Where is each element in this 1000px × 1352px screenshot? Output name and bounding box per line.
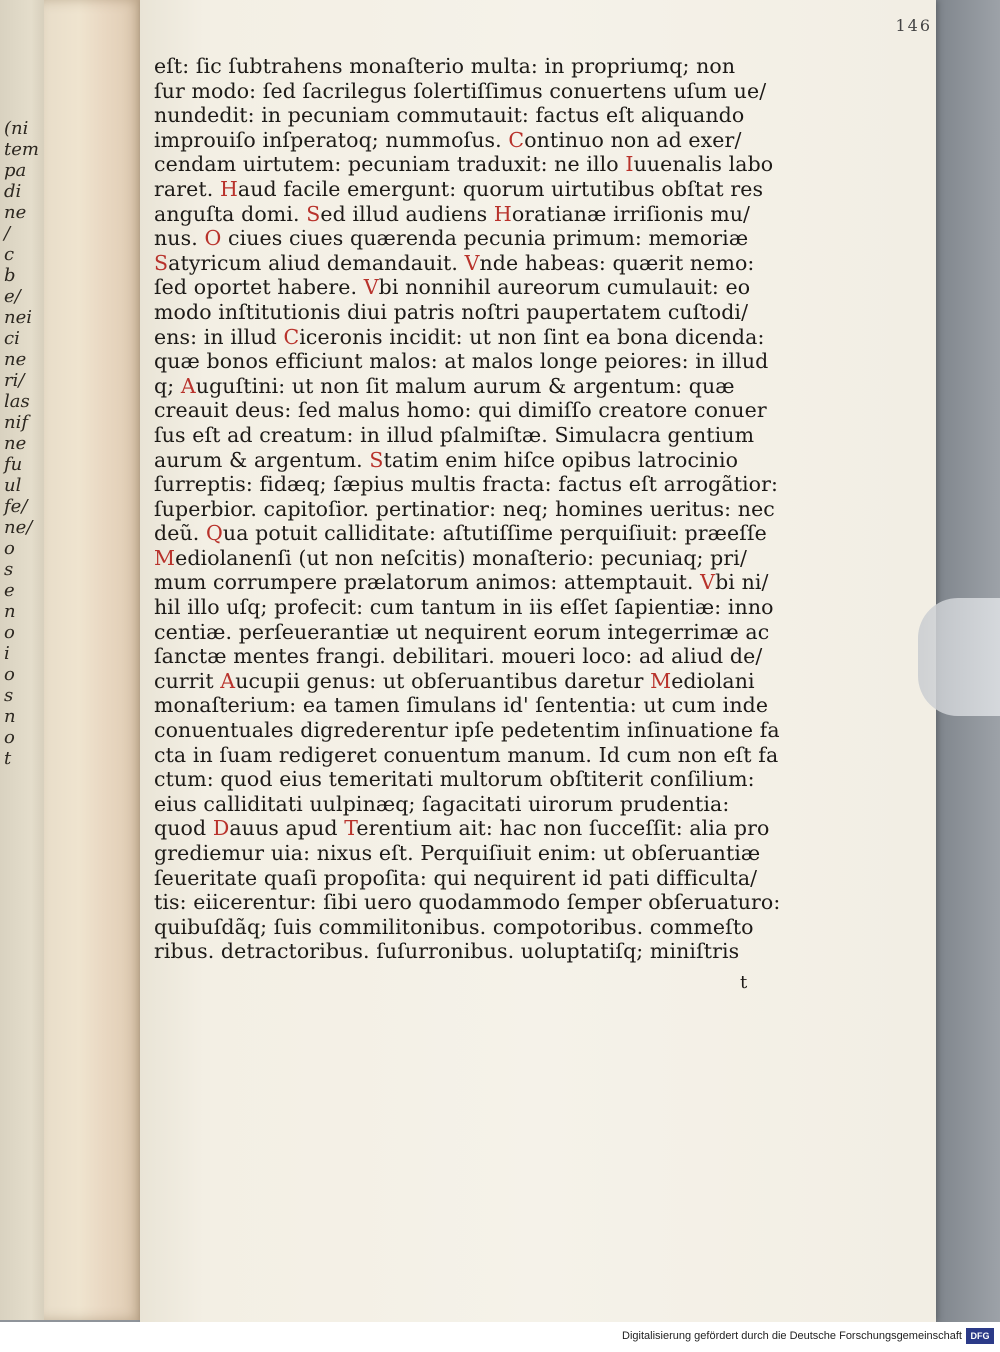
left-page-fragment: tem [4, 139, 39, 160]
text-segment: aurum & argentum. [154, 447, 370, 472]
text-segment: deũ. [154, 521, 206, 546]
text-segment: ſuperbior. capitoſior. pertinatior: neq; homines ueritus: nec [154, 496, 775, 521]
page-number: 146 [895, 16, 932, 35]
text-segment: ediolani [671, 668, 755, 693]
text-segment: ciues ciues quærenda pecunia primum: memoriæ [221, 226, 749, 251]
text-line [154, 718, 802, 743]
text-line [154, 374, 802, 399]
text-line [154, 300, 802, 325]
text-segment: q; [154, 373, 181, 398]
left-page-fragment: n [4, 706, 16, 727]
text-segment: tis: eiicerentur: ſibi uero quodammodo ſemper obſeruaturo: [154, 890, 781, 915]
left-page-fragment: e [4, 580, 15, 601]
text-segment: hil illo uſq; profecit: cum tantum in iis eſſet ſapientiæ: inno [154, 595, 774, 620]
text-segment: ſurreptis: fidæq; ſæpius multis fracta: factus eſt arrogãtior: [154, 472, 779, 497]
text-segment: raret. [154, 176, 220, 201]
text-line [154, 497, 802, 522]
text-segment: eius calliditati uulpinæq; ſagacitati uirorum prudentia: [154, 791, 730, 816]
text-segment: ua potuit calliditate: aſtutiſſime perquiſiuit: præeſſe [222, 521, 767, 546]
text-line [154, 890, 802, 915]
text-segment: improuiſo inſperatoq; nummoſus. [154, 127, 509, 152]
rubricated-initial: M [650, 668, 672, 693]
left-page-fragment: c [4, 244, 15, 265]
text-line [154, 644, 802, 669]
text-line [154, 620, 802, 645]
text-segment: ſanctæ mentes frangi. debilitari. moueri loco: ad aliud de/ [154, 644, 763, 669]
left-page-fragment: / [4, 223, 11, 244]
text-segment: grediemur uia: nixus eſt. Perquiſiuit enim: ut obſeruantiæ [154, 841, 761, 865]
text-line [154, 423, 802, 448]
text-segment: ed illud audiens [320, 201, 494, 226]
left-page-fragment: fu [4, 454, 23, 475]
rubricated-initial: V [700, 570, 716, 595]
text-segment: cta in ſuam redigeret conuentum manum. Id cum non eſt fa [154, 742, 779, 767]
rubricated-initial: C [508, 127, 525, 152]
text-segment: ribus. detractoribus. ſuſurronibus. uoluptatiſq; miniſtris [154, 939, 740, 964]
text-segment: ſus eſt ad creatum: in illud pſalmiſtæ. Simulacra gentium [154, 422, 755, 447]
text-line [154, 226, 802, 251]
text-segment: quod [154, 816, 213, 841]
text-segment: bi ni/ [715, 570, 769, 595]
funding-credit: Digitalisierung gefördert durch die Deutsche Forschungsgemeinschaft [622, 1330, 962, 1342]
text-segment: ontinuo non ad exer/ [524, 127, 742, 152]
text-segment: creauit deus: ſed malus homo: qui dimiſſo creatore conuer [154, 398, 767, 423]
text-segment: cendam uirtutem: pecuniam traduxit: ne illo [154, 152, 626, 177]
text-line [154, 202, 802, 227]
left-page-fragment: ne/ [4, 517, 33, 538]
text-line [154, 841, 802, 866]
left-page-fragment: di [4, 181, 22, 202]
text-segment: uuenalis labo [633, 152, 774, 177]
text-line [154, 152, 802, 177]
rubricated-initial: V [464, 250, 480, 275]
page-text-block [154, 54, 802, 964]
text-line [154, 669, 802, 694]
left-page-fragment: i [4, 643, 10, 664]
text-line [154, 595, 802, 620]
text-segment: ucupii genus: ut obſeruantibus daretur [235, 668, 651, 693]
text-line [154, 570, 802, 595]
text-line [154, 939, 802, 964]
text-segment: aud facile emergunt: quorum uirtutibus obſtat res [237, 176, 764, 201]
rubricated-initial: S [154, 250, 169, 275]
text-line [154, 521, 802, 546]
left-page-fragment: fe/ [4, 496, 28, 517]
left-page-fragment: b [4, 265, 16, 286]
text-line [154, 103, 802, 128]
text-line [154, 398, 802, 423]
left-page-text-fragments [0, 118, 39, 769]
rubricated-initial: A [180, 373, 196, 398]
text-segment: quibuſdãq; ſuis commilitonibus. compotoribus. commeſto [154, 914, 754, 939]
book-clasp-tab [918, 598, 1000, 716]
left-page-fragment: ne [4, 202, 27, 223]
left-page-fragment: s [4, 559, 14, 580]
left-page-fragment: o [4, 538, 15, 559]
left-page-fragment: ri/ [4, 370, 25, 391]
text-line [154, 743, 802, 768]
text-line [154, 866, 802, 891]
rubricated-initial: A [220, 668, 236, 693]
left-page-fragment: s [4, 685, 14, 706]
rubricated-initial: S [369, 447, 384, 472]
rubricated-initial: T [344, 816, 357, 841]
text-segment: ſed oportet habere. [154, 275, 364, 300]
text-segment: tatim enim hiſce opibus latrocinio [383, 447, 739, 472]
text-segment: conuentuales digrederentur ipſe pedetentim inſinuatione fa [154, 718, 780, 743]
manuscript-page [140, 0, 936, 1322]
text-line [154, 693, 802, 718]
text-segment: ediolanenſi (ut non neſcitis) monaſterio: pecuniaq; pri/ [175, 545, 747, 570]
text-line [154, 792, 802, 817]
text-line [154, 767, 802, 792]
left-page-fragment: nif [4, 412, 29, 433]
left-page-fragment: t [4, 748, 12, 769]
rubricated-initial: I [625, 152, 634, 177]
rubricated-initial: C [283, 324, 300, 349]
text-segment: centiæ. perſeuerantiæ ut nequirent eorum integerrimæ ac [154, 619, 770, 644]
text-segment: modo inſtitutionis diui patris noſtri paupertatem cuſtodi/ [154, 299, 749, 324]
text-segment: ens: in illud [154, 324, 284, 349]
text-segment: erentium ait: hac non ſucceſſit: alia pro [356, 816, 770, 841]
left-page-fragment: nei [4, 307, 33, 328]
text-line [154, 546, 802, 571]
text-segment: nus. [154, 226, 205, 251]
text-line [154, 79, 802, 104]
dfg-logo-icon: DFG [966, 1328, 994, 1344]
rubricated-initial: H [493, 201, 512, 226]
text-line [154, 349, 802, 374]
book-spine-gutter [44, 0, 144, 1320]
rubricated-initial: M [154, 545, 176, 570]
text-line [154, 128, 802, 153]
text-line [154, 448, 802, 473]
text-segment: nundedit: in pecuniam commutauit: factus eſt aliquando [154, 103, 745, 128]
footer-bar [0, 1322, 1000, 1352]
text-segment: oratianæ irriſionis mu/ [511, 201, 751, 226]
text-segment: nde habeas: quærit nemo: [479, 250, 755, 275]
text-segment: ſeueritate quaſi propoſita: qui nequirent id pati difficulta/ [154, 865, 758, 890]
text-segment: ſur modo: ſed ſacrilegus ſolertiſſimus conuertens uſum ue/ [154, 78, 767, 103]
left-page-fragment: ne [4, 433, 27, 454]
left-page-fragment: o [4, 727, 15, 748]
text-segment: monaſterium: ea tamen ſimulans id' ſententia: ut cum inde [154, 693, 769, 718]
rubricated-initial: V [363, 275, 379, 300]
rubricated-initial: Q [206, 521, 223, 546]
text-line [154, 915, 802, 940]
text-line [154, 325, 802, 350]
text-segment: ctum: quod eius temeritati multorum obſtiterit conſilium: [154, 767, 755, 792]
text-segment: currit [154, 668, 221, 693]
text-segment: uguſtini: ut non ſit malum aurum & argentum: quæ [195, 373, 735, 398]
left-page-fragment: o [4, 664, 15, 685]
text-segment: auus apud [229, 816, 345, 841]
left-page-fragment: las [4, 391, 30, 412]
left-page-fragment: ne [4, 349, 27, 370]
text-line [154, 177, 802, 202]
rubricated-initial: H [219, 176, 238, 201]
left-page-fragment: pa [4, 160, 27, 181]
text-segment: quæ bonos efficiunt malos: at malos longe peiores: in illud [154, 349, 769, 374]
left-page-fragment: ul [4, 475, 22, 496]
left-page-fragment: e/ [4, 286, 21, 307]
text-segment: anguſta domi. [154, 201, 307, 226]
left-page-fragment: ci [4, 328, 20, 349]
text-line [154, 275, 802, 300]
left-page-fragment: o [4, 622, 15, 643]
catchword: t [740, 972, 748, 993]
rubricated-initial: D [212, 816, 230, 841]
text-segment: iceronis incidit: ut non ſint ea bona dicenda: [299, 324, 765, 349]
left-page-fragment: (ni [4, 118, 29, 139]
text-segment: atyricum aliud demandauit. [168, 250, 465, 275]
rubricated-initial: S [306, 201, 321, 226]
text-line [154, 816, 802, 841]
text-segment: mum corrumpere prælatorum animos: attemptauit. [154, 570, 701, 595]
left-page-fragment: n [4, 601, 16, 622]
text-line [154, 251, 802, 276]
text-segment: bi nonnihil aureorum cumulauit: eo [378, 275, 751, 300]
text-line [154, 472, 802, 497]
rubricated-initial: O [204, 226, 222, 251]
text-segment: eſt: ſic ſubtrahens monaſterio multa: in propriumq; non [154, 54, 736, 78]
text-line [154, 54, 802, 79]
